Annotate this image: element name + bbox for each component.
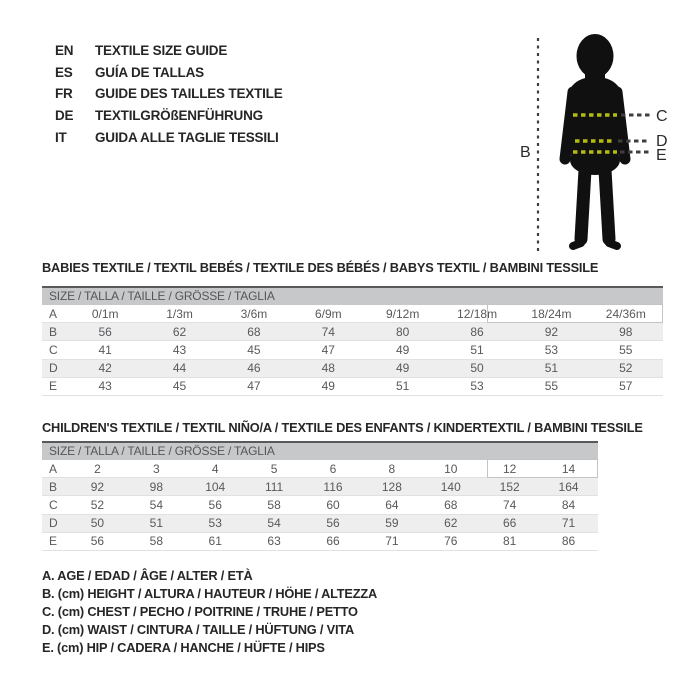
table-cell: 56 [326,516,340,531]
table-row [42,341,663,359]
table-cell: 0/1m [91,306,119,321]
row-label: A [49,306,58,321]
table-cell: 6 [329,461,337,476]
language-title: GUÍA DE TALLAS [95,64,204,80]
table-cell: 55 [544,379,559,394]
table-cell: 81 [502,534,517,549]
table-rows [42,305,663,396]
language-title: TEXTILGRÖßENFÜHRUNG [95,108,263,124]
table-cell: 92 [544,324,559,339]
table-cell: 9/12m [386,306,420,321]
table-cell: 62 [172,324,187,339]
babies-size-table [42,286,663,396]
table-cell: 44 [172,361,187,376]
table-cell: 71 [385,534,399,549]
table-cell: 1/3m [166,306,193,321]
row-label: B [49,479,58,494]
table-cell: 48 [321,361,335,376]
table-cell: 98 [619,324,633,339]
table-cell: 51 [149,516,163,531]
language-title: GUIDE DES TAILLES TEXTILE [95,86,283,102]
table-cell: 62 [444,516,458,531]
table-cell: 152 [499,479,520,494]
table-row [42,360,663,378]
table-cell: 86 [470,324,484,339]
table-cell: 53 [208,516,222,531]
chest-label: C [656,108,668,125]
legend-line: C. (cm) CHEST / PECHO / POITRINE / TRUHE / PETTO [42,604,358,619]
measurement-legend [42,567,377,657]
table-cell: 51 [544,361,559,376]
hip-label: E [656,147,667,164]
waist-label: D [656,133,668,150]
table-cell: 54 [267,516,281,531]
table-cell: 50 [90,516,105,531]
language-title: GUIDA ALLE TAGLIE TESSILI [95,129,279,145]
table-cell: 84 [561,497,576,512]
table-cell: 10 [444,461,458,476]
table-cell: 41 [98,342,112,357]
table-cell: 164 [558,479,579,494]
table-cell: 55 [619,342,633,357]
table-cell: 43 [172,342,187,357]
language-code: DE [55,108,74,124]
legend-line: B. (cm) HEIGHT / ALTURA / HAUTEUR / HÖHE / ALTEZZA [42,586,378,601]
table-cell: 76 [444,534,458,549]
table-cell: 98 [149,479,163,494]
table-cell: 8 [388,461,396,476]
table-cell: 80 [396,324,410,339]
table-cell: 74 [502,497,517,512]
height-label: B [520,144,531,161]
row-label: A [49,461,58,476]
size-figure [485,18,700,258]
table-cell: 60 [326,497,340,512]
language-code: ES [55,64,73,80]
language-row [55,105,283,127]
table-cell: 43 [98,379,112,394]
table-row [42,378,663,396]
table-cell: 53 [544,342,559,357]
table-row [42,460,598,478]
language-list [55,40,283,148]
table-cell: 56 [90,534,105,549]
child-silhouette-illustration [485,18,700,258]
legend-line: A. AGE / EDAD / ÂGE / ALTER / ETÀ [42,568,253,583]
table-cell: 56 [208,497,222,512]
table-cell: 63 [267,534,281,549]
language-row [55,40,283,62]
language-row [55,83,283,105]
row-label: E [49,379,58,394]
language-row [55,62,283,84]
row-label: E [49,534,58,549]
table-cell: 45 [247,342,261,357]
table-cell: 49 [396,342,410,357]
table-cell: 3/6m [240,306,268,321]
row-label: D [49,516,58,531]
table-row [42,323,663,341]
table-cell: 92 [90,479,105,494]
language-row [55,126,283,148]
row-label: C [49,497,58,512]
language-code: EN [55,43,74,59]
table-cell: 59 [385,516,399,531]
table-cell: 54 [149,497,163,512]
table-row [42,305,663,323]
legend-line: E. (cm) HIP / CADERA / HANCHE / HÜFTE / HIPS [42,640,325,655]
table-cell: 68 [247,324,261,339]
row-label: B [49,324,58,339]
table-cell: 42 [98,361,112,376]
table-cell: 116 [323,479,343,494]
table-cell: 12/18m [457,306,498,321]
table-row [42,533,598,551]
table-cell: 45 [172,379,187,394]
table-cell: 64 [385,497,399,512]
table-cell: 51 [396,379,410,394]
row-label: D [49,361,58,376]
language-code: IT [55,129,67,145]
table-cell: 46 [247,361,261,376]
table-cell: 71 [561,516,576,531]
table-cell: 104 [205,479,226,494]
children-table-title: CHILDREN'S TEXTILE / TEXTIL NIÑO/A / TEXTILE DES ENFANTS / KINDERTEXTIL / BAMBINI TESSILE [42,420,643,435]
table-row [42,515,598,533]
table-cell: 53 [470,379,484,394]
babies-table-title: BABIES TEXTILE / TEXTIL BEBÉS / TEXTILE DES BÉBÉS / BABYS TEXTIL / BAMBINI TESSILE [42,260,599,275]
table-cell: 52 [90,497,105,512]
table-cell: 74 [321,324,335,339]
table-cell: 111 [264,479,284,494]
size-header-row: SIZE / TALLA / TAILLE / GRÖSSE / TAGLIA [42,441,598,460]
table-cell: 51 [470,342,484,357]
table-cell: 57 [619,379,633,394]
table-cell: 4 [211,461,219,476]
table-cell: 140 [440,479,461,494]
row-label: C [49,342,58,357]
table-cell: 47 [321,342,335,357]
table-row [42,496,598,514]
table-cell: 14 [561,461,576,476]
table-cell: 2 [94,461,101,476]
table-row [42,478,598,496]
table-cell: 58 [149,534,163,549]
table-rows [42,460,598,551]
table-cell: 49 [321,379,335,394]
table-cell: 66 [502,516,517,531]
language-code: FR [55,86,73,102]
table-cell: 3 [152,461,160,476]
table-cell: 24/36m [605,306,646,321]
language-title: TEXTILE SIZE GUIDE [95,43,228,59]
table-cell: 61 [208,534,222,549]
table-cell: 49 [396,361,410,376]
table-cell: 128 [381,479,402,494]
size-header-row: SIZE / TALLA / TAILLE / GRÖSSE / TAGLIA [42,286,663,305]
table-cell: 50 [470,361,484,376]
table-cell: 6/9m [314,306,342,321]
table-cell: 66 [326,534,340,549]
table-cell: 12 [502,461,517,476]
table-cell: 52 [619,361,633,376]
table-cell: 5 [270,461,278,476]
table-cell: 68 [444,497,458,512]
table-cell: 47 [247,379,261,394]
children-size-table [42,441,598,551]
table-cell: 86 [561,534,576,549]
table-cell: 18/24m [531,306,572,321]
table-cell: 56 [98,324,112,339]
table-cell: 58 [267,497,281,512]
legend-line: D. (cm) WAIST / CINTURA / TAILLE / HÜFTUNG / VITA [42,622,355,637]
